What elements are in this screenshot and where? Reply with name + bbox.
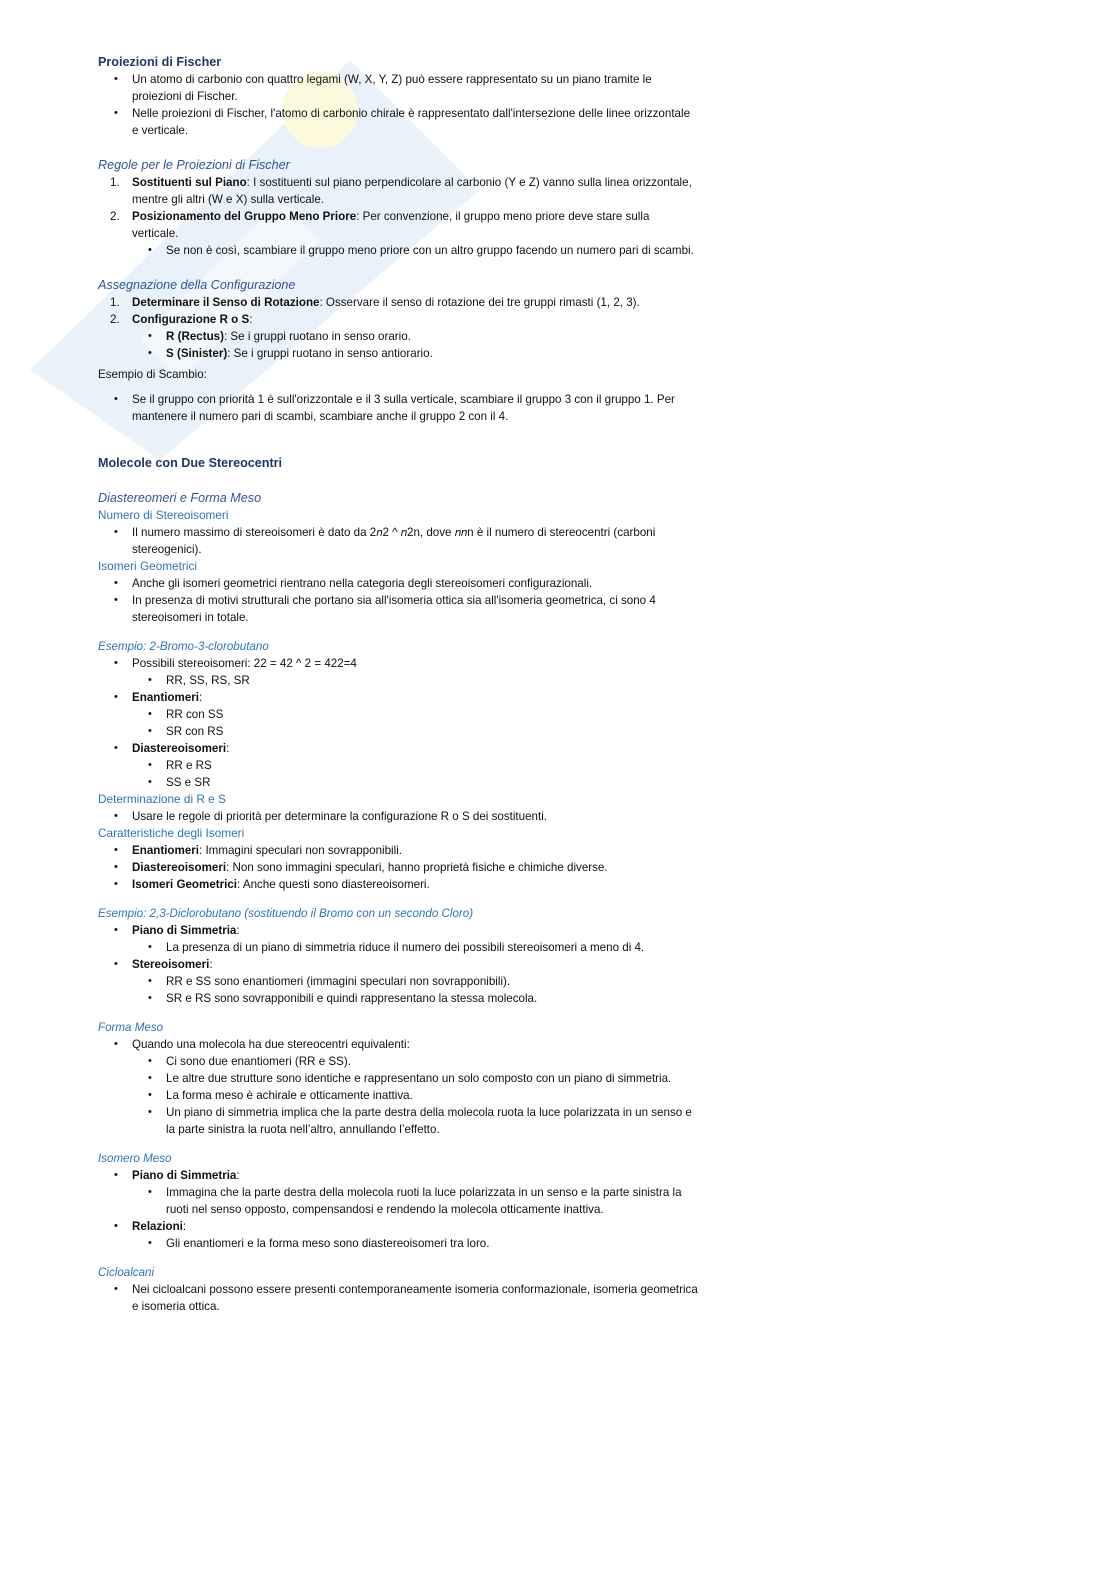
list-item: • Nei cicloalcani possono essere presenti contemporaneamente isomeria conformazionale, isomeria geometrica e isomeria ottica. <box>132 1281 698 1315</box>
heading-determinazione-rs: Determinazione di R e S <box>98 792 226 806</box>
sub-list-item: • SS e SR <box>166 774 698 791</box>
heading-numero-stereoisomeri: Numero di Stereoisomeri <box>98 508 229 522</box>
sub-list-item: • SR e RS sono sovrapponibili e quindi rappresentano la stessa molecola. <box>166 990 698 1007</box>
heading-esempio-bromo: Esempio: 2-Bromo-3-clorobutano <box>98 640 269 653</box>
heading-proiezioni-fischer: Proiezioni di Fischer <box>98 55 222 69</box>
list-item: • Stereoisomeri: <box>132 956 698 973</box>
list-item: • Relazioni: <box>132 1218 698 1235</box>
numbered-item: 1. Determinare il Senso di Rotazione: Osservare il senso di rotazione dei tre gruppi rimasti (1, 2, 3). <box>110 296 640 309</box>
sub-list-item: • RR, SS, RS, SR <box>166 672 698 689</box>
list-item: • Enantiomeri: Immagini speculari non sovrapponibili. <box>132 842 698 859</box>
list-item: • Enantiomeri: <box>132 689 698 706</box>
list-item: • Nelle proiezioni di Fischer, l'atomo di carbonio chirale è rappresentato dall'intersezione delle linee orizzontale e verticale. <box>132 105 698 139</box>
list-item: • Piano di Simmetria: <box>132 1167 698 1184</box>
list-item: • Usare le regole di priorità per determinare la configurazione R o S dei sostituenti. <box>132 808 698 825</box>
heading-assegnazione-configurazione: Assegnazione della Configurazione <box>98 278 296 292</box>
heading-regole-fischer: Regole per le Proiezioni di Fischer <box>98 158 290 172</box>
sub-list-item: • Gli enantiomeri e la forma meso sono diastereoisomeri tra loro. <box>166 1235 698 1252</box>
sub-list-item: • La presenza di un piano di simmetria riduce il numero dei possibili stereoisomeri a meno di 4. <box>166 939 698 956</box>
numbered-item: 2. Configurazione R o S: <box>110 313 253 326</box>
heading-diastereomeri-meso: Diastereomeri e Forma Meso <box>98 491 262 505</box>
sub-list-item: • Ci sono due enantiomeri (RR e SS). <box>166 1053 698 1070</box>
sub-list-item: • S (Sinister): Se i gruppi ruotano in senso antiorario. <box>166 345 698 362</box>
sub-list-item: • Le altre due strutture sono identiche e rappresentano un solo composto con un piano di simmetria. <box>166 1070 698 1087</box>
example-label: Esempio di Scambio: <box>98 368 207 381</box>
list-item: • In presenza di motivi strutturali che portano sia all'isomeria ottica sia all'isomeria geometrica, ci sono 4 stereoisomeri in totale. <box>132 592 698 626</box>
sub-list-item: • RR e SS sono enantiomeri (immagini speculari non sovrapponibili). <box>166 973 698 990</box>
numbered-item: 2. Posizionamento del Gruppo Meno Priore: Per convenzione, il gruppo meno priore deve stare sulla verticale. <box>110 210 650 240</box>
sub-list-item: • Se non è così, scambiare il gruppo meno priore con un altro gruppo facendo un numero pari di scambi. <box>166 242 698 259</box>
heading-forma-meso: Forma Meso <box>98 1021 164 1034</box>
sub-list-item: • Un piano di simmetria implica che la parte destra della molecola ruota la luce polarizzata in un senso e la parte sinistra la ruota nell’altro, annullando l’effetto. <box>166 1104 698 1138</box>
numbered-item: 1. Sostituenti sul Piano: I sostituenti sul piano perpendicolare al carbonio (Y e Z) vanno sulla linea orizzontale, mentre gli altri (W e X) sulla verticale. <box>110 176 692 206</box>
heading-isomero-meso: Isomero Meso <box>98 1152 172 1165</box>
list-item: • Il numero massimo di stereoisomeri è dato da 2𝑛2 ^ 𝑛2n, dove 𝑛𝑛n è il numero di stereocentri (carboni stereogenici). <box>132 524 698 558</box>
heading-esempio-dicloro: Esempio: 2,3-Diclorobutano (sostituendo il Bromo con un secondo Cloro) <box>98 907 474 920</box>
heading-caratteristiche-isomeri: Caratteristiche degli Isomeri <box>98 826 245 840</box>
list-item: • Isomeri Geometrici: Anche questi sono diastereoisomeri. <box>132 876 698 893</box>
list-item: • Possibili stereoisomeri: 22 = 42 ^ 2 = 422=4 <box>132 655 698 672</box>
sub-list-item: • Immagina che la parte destra della molecola ruoti la luce polarizzata in un senso e la parte sinistra la ruoti nel senso opposto, compensandosi e rendendo la molecola otticamente inattiva. <box>166 1184 698 1218</box>
sub-list-item: • La forma meso è achirale e otticamente inattiva. <box>166 1087 698 1104</box>
list-item: • Se il gruppo con priorità 1 è sull'orizzontale e il 3 sulla verticale, scambiare il gruppo 3 con il gruppo 1. Per mantenere il numero pari di scambi, scambiare anche il gruppo 2 con il 4. <box>132 391 698 425</box>
document-body <box>98 54 698 1315</box>
heading-cicloalcani: Cicloalcani <box>98 1266 155 1279</box>
heading-isomeri-geometrici: Isomeri Geometrici <box>98 559 197 573</box>
sub-list-item: • RR e RS <box>166 757 698 774</box>
list-item: • Quando una molecola ha due stereocentri equivalenti: <box>132 1036 698 1053</box>
list-item: • Piano di Simmetria: <box>132 922 698 939</box>
list-item: • Diastereoisomeri: <box>132 740 698 757</box>
list-item: • Diastereoisomeri: Non sono immagini speculari, hanno proprietà fisiche e chimiche diverse. <box>132 859 698 876</box>
list-item: • Anche gli isomeri geometrici rientrano nella categoria degli stereoisomeri configurazionali. <box>132 575 698 592</box>
sub-list-item: • RR con SS <box>166 706 698 723</box>
sub-list-item: • R (Rectus): Se i gruppi ruotano in senso orario. <box>166 328 698 345</box>
heading-due-stereocentri: Molecole con Due Stereocentri <box>98 456 283 470</box>
sub-list-item: • SR con RS <box>166 723 698 740</box>
list-item: • Un atomo di carbonio con quattro legami (W, X, Y, Z) può essere rappresentato su un piano tramite le proiezioni di Fischer. <box>132 71 698 105</box>
